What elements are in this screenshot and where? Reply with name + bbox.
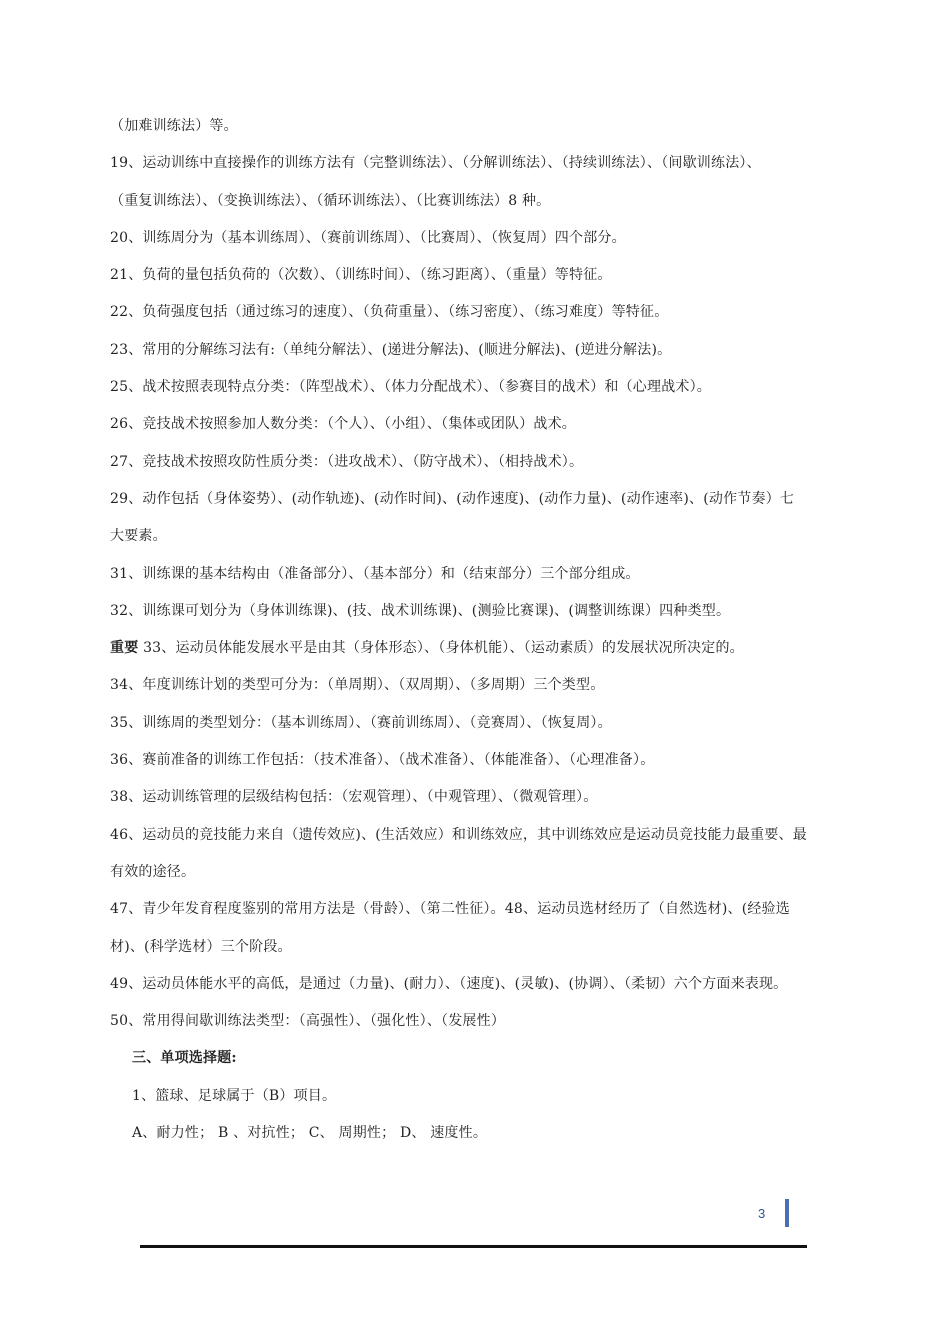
section-heading: 三、单项选择题: (132, 1050, 237, 1067)
text-line: 材)、(科学选材）三个阶段。 (110, 938, 292, 955)
text-line: 27、竞技战术按照攻防性质分类：（进攻战术）、（防守战术）、（相持战术）。 (110, 453, 584, 470)
text-line: 29、动作包括（身体姿势）、(动作轨迹)、(动作时间)、(动作速度)、(动作力量)、(动作速率)、(动作节奏）七 (110, 490, 795, 507)
text-line: 46、运动员的竞技能力来自（遗传效应)、(生活效应）和训练效应，其中训练效应是运动员竞技能力最重要、最 (110, 826, 807, 843)
text-line: （重复训练法）、（变换训练法）、（循环训练法）、（比赛训练法）8 种。 (110, 192, 551, 209)
text-line: 19、运动训练中直接操作的训练方法有（完整训练法）、（分解训练法）、（持续训练法）、（间歇训练法）、 (110, 155, 761, 172)
text-line: 20、训练周分为（基本训练周）、（赛前训练周）、（比赛周）、（恢复周）四个部分。 (110, 229, 626, 246)
text-line: 31、训练课的基本结构由（准备部分）、（基本部分）和（结束部分）三个部分组成。 (110, 565, 640, 582)
important-label: 重要 (110, 640, 139, 657)
text-line: 34、年度训练计划的类型可分为：（单周期）、（双周期）、（多周期）三个类型。 (110, 677, 605, 694)
text-line: （加难训练法）等。 (110, 118, 238, 134)
text-line: 47、青少年发育程度鉴别的常用方法是（骨龄）、（第二性征）。48、运动员选材经历了（自然选材)、(经验选 (110, 901, 790, 918)
text-line: 35、训练周的类型划分：（基本训练周）、（赛前训练周）、（竞赛周）、（恢复周）。 (110, 714, 612, 731)
important-text: 33、运动员体能发展水平是由其（身体形态）、（身体机能）、（运动素质）的发展状况所决定的。 (143, 640, 744, 657)
text-line: 38、运动训练管理的层级结构包括：（宏观管理）、（中观管理）、（微观管理）。 (110, 789, 598, 806)
text-line: 49、运动员体能水平的高低，是通过（力量)、(耐力）、（速度)、(灵敏)、(协调）、（柔韧）六个方面来表现。 (110, 975, 788, 992)
footer-rule (140, 1245, 807, 1248)
text-line: 25、战术按照表现特点分类：（阵型战术）、（体力分配战术）、（参赛目的战术）和（心理战术）。 (110, 379, 712, 396)
text-line: 22、负荷强度包括（通过练习的速度）、（负荷重量）、（练习密度）、（练习难度）等特征。 (110, 304, 669, 321)
question-options: A、耐力性； B 、对抗性； C、 周期性； D、 速度性。 (132, 1125, 488, 1142)
text-line: 26、竞技战术按照参加人数分类：（个人）、（小组）、（集体或团队）战术。 (110, 416, 577, 433)
text-line: 36、赛前准备的训练工作包括：（技术准备）、（战术准备）、（体能准备）、（心理准备）。 (110, 752, 655, 769)
text-line: 23、常用的分解练习法有:（单纯分解法）、(递进分解法)、(顺进分解法)、(逆进分解法)。 (110, 341, 672, 358)
text-line: 有效的途径。 (110, 863, 196, 880)
text-line: 21、负荷的量包括负荷的（次数）、（训练时间）、（练习距离）、（重量）等特征。 (110, 267, 612, 284)
question-text: 1、篮球、足球属于（B）项目。 (132, 1087, 337, 1104)
text-line-important (110, 630, 815, 667)
text-line: 32、训练课可划分为（身体训练课)、(技、战术训练课)、(测验比赛课)、(调整训练课）四种类型。 (110, 602, 731, 619)
text-line: 大要素。 (110, 528, 167, 545)
body-text (110, 108, 815, 1152)
page-number: 3 (758, 1206, 766, 1221)
text-line: 50、常用得间歇训练法类型：（高强性）、（强化性）、（发展性） (110, 1013, 506, 1030)
page-number-bar (785, 1199, 789, 1227)
